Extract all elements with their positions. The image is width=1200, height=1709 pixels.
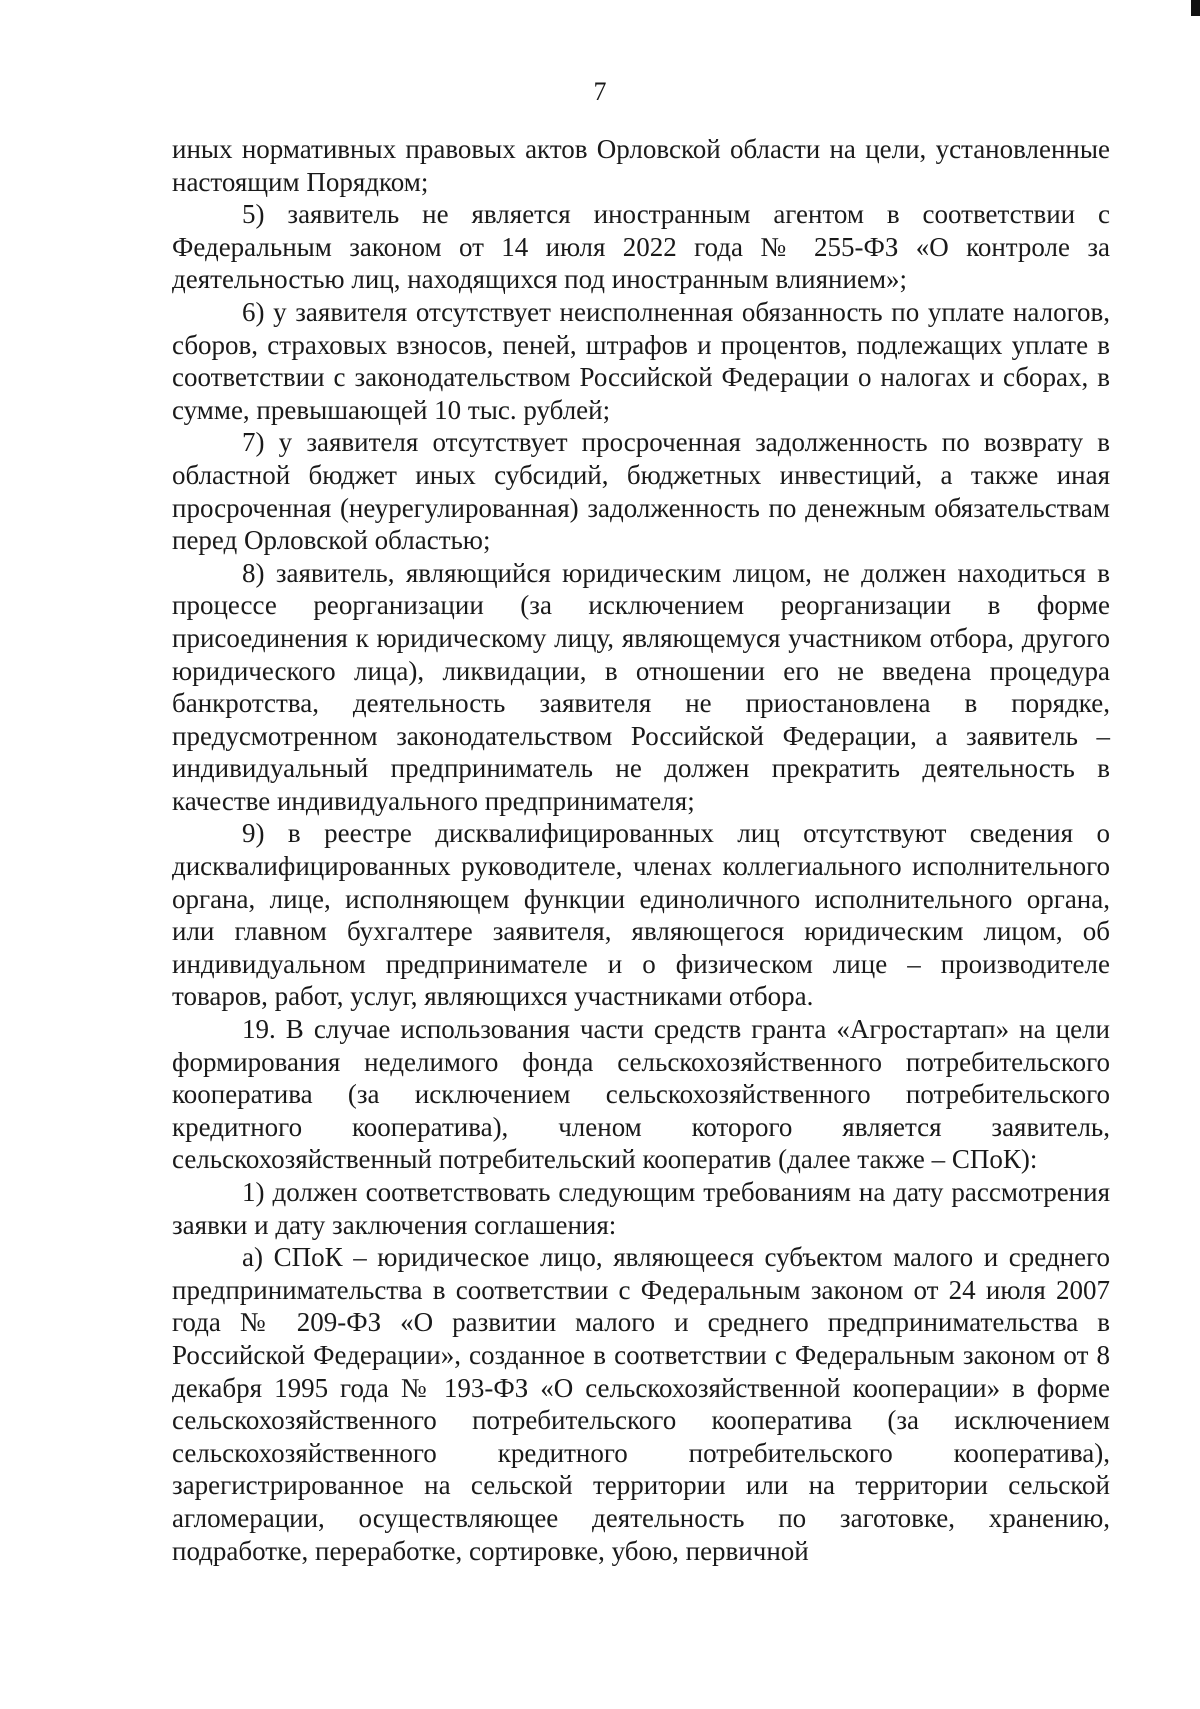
- paragraph-item-8: 8) заявитель, являющийся юридическим лицом, не должен находиться в процессе реорганизации (за исключением реорганизации в форме присоединения к юридическому лицу, являющемуся участником отбора, другого юридического лица), ликвидации, в отношении его не введена процедура банкротства, деятельность заявителя не приостановлена в порядке, предусмотренном законодательством Российской Федерации, а заявитель – индивидуальный предприниматель не должен прекратить деятельность в качестве индивидуального предпринимателя;: [172, 557, 1110, 816]
- paragraph-subitem-1: 1) должен соответствовать следующим требованиям на дату рассмотрения заявки и дату заключения соглашения:: [172, 1177, 1110, 1240]
- paragraph-section-19: 19. В случае использования части средств гранта «Агростартап» на цели формирования неделимого фонда сельскохозяйственного потребительского кооператива (за исключением сельскохозяйственного потребительского кредитного кооператива), членом которого является заявитель, сельскохозяйственный потребительский кооператив (далее также – СПоК):: [172, 1014, 1110, 1175]
- paragraph-item-7: 7) у заявителя отсутствует просроченная задолженность по возврату в областной бюджет иных субсидий, бюджетных инвестиций, а также иная просроченная (неурегулированная) задолженность по денежным обязательствам перед Орловской областью;: [172, 427, 1110, 556]
- paragraph-subitem-a: а) СПоК – юридическое лицо, являющееся субъектом малого и среднего предпринимательства в соответствии с Федеральным законом от 24 июля 2007 года № 209-ФЗ «О развитии малого и среднего предпринимательства в Российской Федерации», созданное в соответствии с Федеральным законом от 8 декабря 1995 года № 193-ФЗ «О сельскохозяйственной кооперации» в форме сельскохозяйственного потребительского кооператива (за исключением сельскохозяйственного кредитного потребительского кооператива), зарегистрированное на сельской территории или на территории сельской агломерации, осуществляющее деятельность по заготовке, хранению, подработке, переработке, сортировке, убою, первичной: [172, 1242, 1110, 1566]
- page-number: 7: [593, 77, 607, 106]
- scan-corner-mark: [1191, 0, 1200, 16]
- paragraph-continuation: иных нормативных правовых актов Орловской области на цели, установленные настоящим Порядком;: [172, 134, 1110, 197]
- document-body: [172, 133, 1110, 1567]
- paragraph-item-9: 9) в реестре дисквалифицированных лиц отсутствуют сведения о дисквалифицированных руководителе, членах коллегиального исполнительного органа, лице, исполняющем функции единоличного исполнительного органа, или главном бухгалтере заявителя, являющегося юридическим лицом, об индивидуальном предпринимателе и о физическом лице – производителе товаров, работ, услуг, являющихся участниками отбора.: [172, 818, 1110, 1012]
- paragraph-item-6: 6) у заявителя отсутствует неисполненная обязанность по уплате налогов, сборов, страховых взносов, пеней, штрафов и процентов, подлежащих уплате в соответствии с законодательством Российской Федерации о налогах и сборах, в сумме, превышающей 10 тыс. рублей;: [172, 296, 1110, 425]
- paragraph-item-5: 5) заявитель не является иностранным агентом в соответствии с Федеральным законом от 14 июля 2022 года № 255-ФЗ «О контроле за деятельностью лиц, находящихся под иностранным влиянием»;: [172, 199, 1110, 295]
